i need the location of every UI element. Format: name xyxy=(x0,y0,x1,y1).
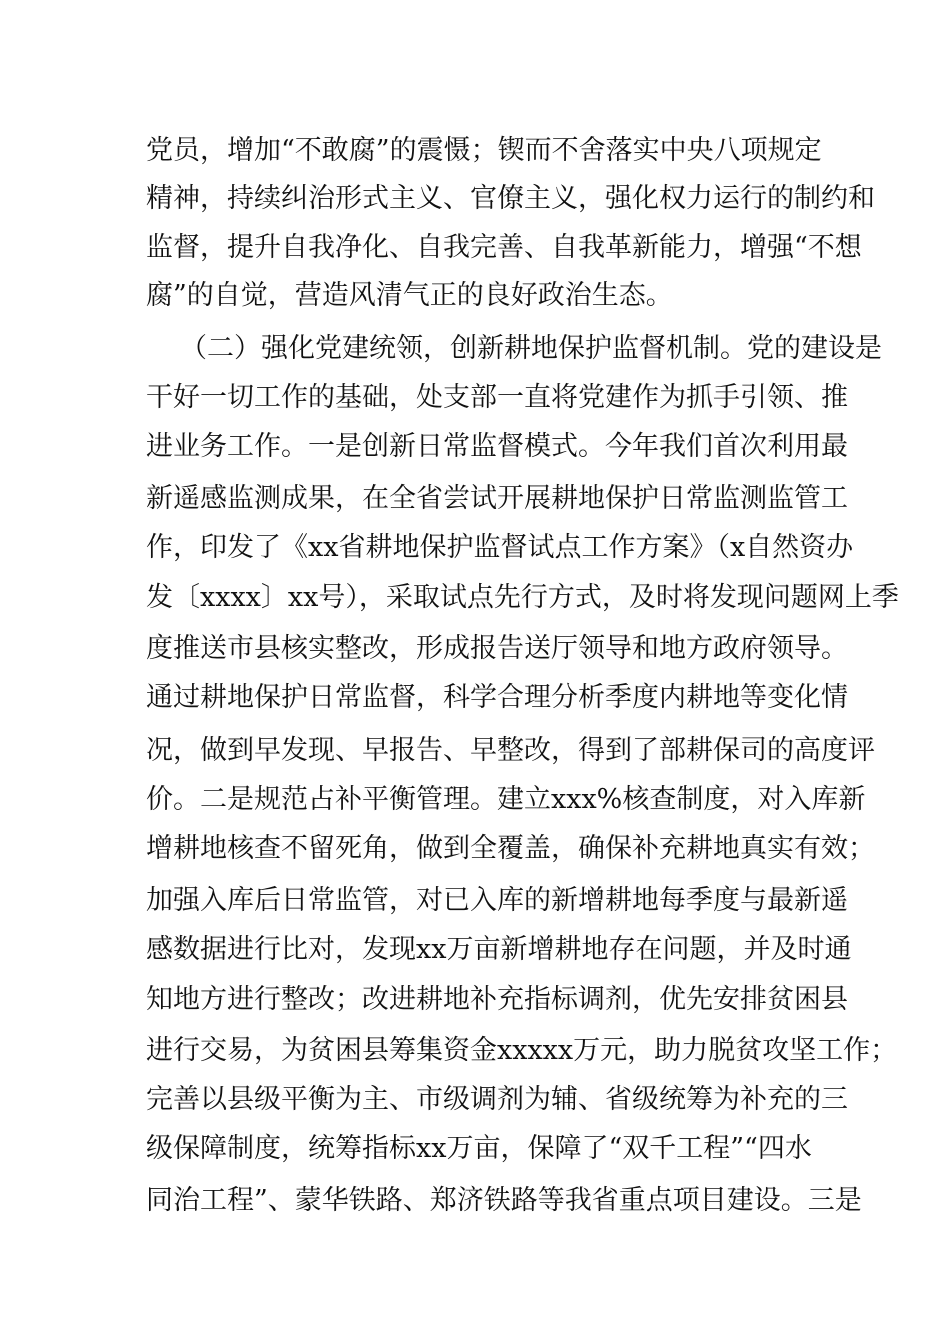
text-line: 进行交易，为贫困县筹集资金xxxxx万元，助力脱贫攻坚工作； xyxy=(146,1035,898,1066)
text-line: 作，印发了《xx省耕地保护监督试点工作方案》（x自然资办 xyxy=(146,532,854,563)
text-line: 发〔xxxx〕xx号），采取试点先行方式，及时将发现问题网上季 xyxy=(146,582,899,613)
section-heading-line: （二）强化党建统领，创新耕地保护监督机制。党的建设是 xyxy=(180,333,882,364)
text-line: 进业务工作。一是创新日常监督模式。今年我们首次利用最 xyxy=(146,431,848,462)
text-line: 价。二是规范占补平衡管理。建立xxx%核查制度，对入库新 xyxy=(146,784,866,815)
text-line: 知地方进行整改；改进耕地补充指标调剂，优先安排贫困县 xyxy=(146,984,848,1015)
text-line: 况，做到早发现、早报告、早整改，得到了部耕保司的高度评 xyxy=(146,735,875,766)
text-line: 干好一切工作的基础，处支部一直将党建作为抓手引领、推 xyxy=(146,382,848,413)
text-line: 增耕地核查不留死角，做到全覆盖，确保补充耕地真实有效； xyxy=(146,833,875,864)
text-line: 新遥感监测成果，在全省尝试开展耕地保护日常监测监管工 xyxy=(146,483,848,514)
text-line: 同治工程”、蒙华铁路、郑济铁路等我省重点项目建设。三是 xyxy=(146,1185,862,1216)
text-line: 加强入库后日常监管，对已入库的新增耕地每季度与最新遥 xyxy=(146,885,848,916)
text-line: 完善以县级平衡为主、市级调剂为辅、省级统筹为补充的三 xyxy=(146,1084,848,1115)
text-line: 党员，增加“不敢腐”的震慑；锲而不舍落实中央八项规定 xyxy=(146,135,822,166)
text-line: 感数据进行比对，发现xx万亩新增耕地存在问题，并及时通 xyxy=(146,934,852,965)
text-line: 度推送市县核实整改，形成报告送厅领导和地方政府领导。 xyxy=(146,633,848,664)
text-line: 腐”的自觉，营造风清气正的良好政治生态。 xyxy=(146,280,673,311)
text-line: 监督，提升自我净化、自我完善、自我革新能力，增强“不想 xyxy=(146,232,862,263)
text-line: 精神，持续纠治形式主义、官僚主义，强化权力运行的制约和 xyxy=(146,183,875,214)
text-line: 通过耕地保护日常监督，科学合理分析季度内耕地等变化情 xyxy=(146,682,848,713)
text-line: 级保障制度，统筹指标xx万亩，保障了“双千工程”“四水 xyxy=(146,1133,812,1164)
